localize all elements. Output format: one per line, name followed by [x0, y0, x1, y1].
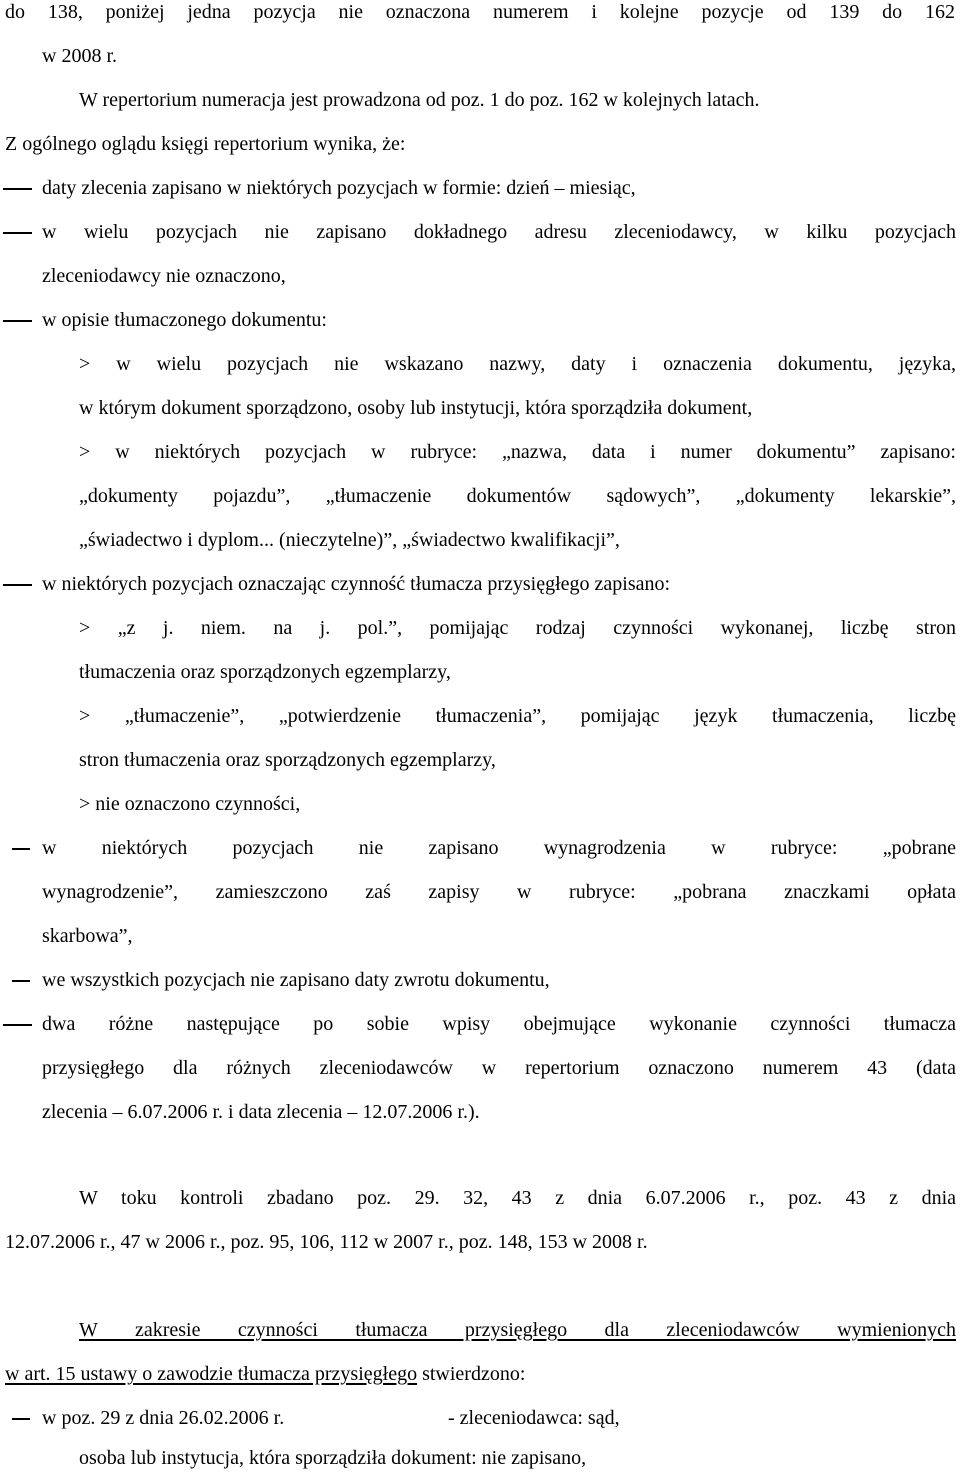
text-line: > w niektórych pozycjach w rubryce: „nazwa, data i numer dokumentu” zapisano:: [79, 441, 956, 463]
text-line: w niektórych pozycjach oznaczając czynność tłumacza przysięgłego zapisano:: [42, 573, 671, 595]
list-dash: [12, 848, 30, 850]
text-line: w niektórych pozycjach nie zapisano wynagrodzenia w rubryce: „pobrane: [42, 837, 956, 859]
text-line: wynagrodzenie”, zamieszczono zaś zapisy w rubryce: „pobrana znaczkami opłata: [42, 881, 956, 903]
text-line: „dokumenty pojazdu”, „tłumaczenie dokumentów sądowych”, „dokumenty lekarskie”,: [79, 485, 956, 507]
text-line: tłumaczenia oraz sporządzonych egzemplarzy,: [79, 661, 451, 683]
text-line: 12.07.2006 r., 47 w 2006 r., poz. 95, 106, 112 w 2007 r., poz. 148, 153 w 2008 r.: [5, 1231, 648, 1253]
text-line: przysięgłego dla różnych zleceniodawców w repertorium oznaczono numerem 43 (data: [42, 1057, 956, 1079]
underlined-heading-end: w art. 15 ustawy o zawodzie tłumacza przysięgłego: [5, 1363, 418, 1385]
text-line: Z ogólnego oglądu księgi repertorium wynika, że:: [5, 133, 406, 155]
text-fragment: stwierdzono:: [417, 1363, 526, 1385]
text-line: > w wielu pozycjach nie wskazano nazwy, daty i oznaczenia dokumentu, języka,: [79, 353, 956, 375]
text-line: W toku kontroli zbadano poz. 29. 32, 43 z dnia 6.07.2006 r., poz. 43 z dnia: [79, 1187, 956, 1209]
text-line: > nie oznaczono czynności,: [79, 793, 301, 815]
text-line: „świadectwo i dyplom... (nieczytelne)”, „świadectwo kwalifikacji”,: [79, 529, 620, 551]
text-line: do 138, poniżej jedna pozycja nie oznaczona numerem i kolejne pozycje od 139 do 162: [5, 1, 955, 23]
list-dash: [3, 584, 32, 586]
text-line: W repertorium numeracja jest prowadzona od poz. 1 do poz. 162 w kolejnych latach.: [79, 89, 760, 111]
text-line: daty zlecenia zapisano w niektórych pozycjach w formie: dzień – miesiąc,: [42, 177, 636, 199]
list-dash: [3, 320, 32, 322]
list-dash: [12, 1418, 30, 1420]
text-line: dwa różne następujące po sobie wpisy obejmujące wykonanie czynności tłumacza: [42, 1013, 956, 1035]
text-line: stron tłumaczenia oraz sporządzonych egzemplarzy,: [79, 749, 496, 771]
text-line: zlecenia – 6.07.2006 r. i data zlecenia – 12.07.2006 r.).: [42, 1101, 480, 1123]
text-line: w poz. 29 z dnia 26.02.2006 r.: [42, 1407, 285, 1429]
text-line: w wielu pozycjach nie zapisano dokładnego adresu zleceniodawcy, w kilku pozycjach: [42, 221, 956, 243]
list-dash: [3, 188, 32, 190]
text-line: skarbowa”,: [42, 925, 133, 947]
text-line: w 2008 r.: [42, 45, 117, 67]
list-dash: [3, 232, 32, 234]
text-line: we wszystkich pozycjach nie zapisano daty zwrotu dokumentu,: [42, 969, 550, 991]
list-dash: [3, 1024, 32, 1026]
text-line: w opisie tłumaczonego dokumentu:: [42, 309, 327, 331]
text-line: w którym dokument sporządzono, osoby lub instytucji, która sporządziła dokument,: [79, 397, 753, 419]
underlined-heading: W zakresie czynności tłumacza przysięgłego dla zleceniodawców wymienionych: [79, 1319, 956, 1341]
text-line: zleceniodawcy nie oznaczono,: [42, 265, 286, 287]
text-line: osoba lub instytucja, która sporządziła dokument: nie zapisano,: [79, 1447, 587, 1469]
list-dash: [12, 980, 30, 982]
text-line: > „tłumaczenie”, „potwierdzenie tłumaczenia”, pomijając język tłumaczenia, liczbę: [79, 705, 956, 727]
text-line: [5, 1362, 525, 1386]
text-line: - zleceniodawca: sąd,: [448, 1407, 620, 1429]
text-line: > „z j. niem. na j. pol.”, pomijając rodzaj czynności wykonanej, liczbę stron: [79, 617, 956, 639]
